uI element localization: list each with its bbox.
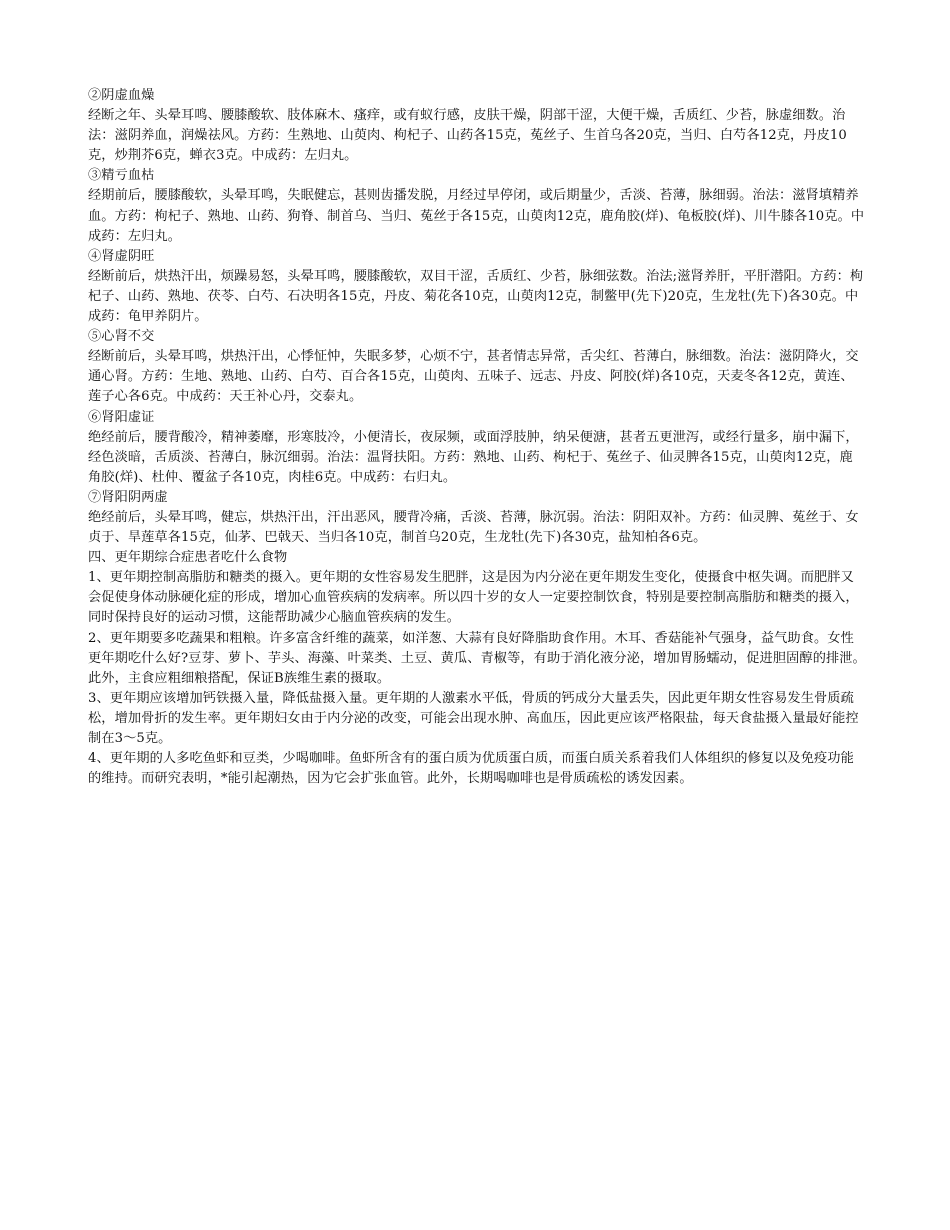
paragraph-food-2: 2、更年期要多吃蔬果和粗粮。许多富含纤维的蔬菜，如洋葱、大蒜有良好降脂助食作用。木耳、香菇能补气强身，益气助食。女性更年期吃什么好?豆芽、萝卜、芋头、海藻、叶菜类、土豆、黄瓜、青椒等，有助于消化液分泌，增加胃肠蠕动，促进胆固醇的排泄。此外，主食应粗细粮搭配，保证B族维生素的摄取。 — [88, 630, 866, 686]
section-heading-shenyang-yin-liangxu: ⑦肾阳阴两虚 — [88, 489, 168, 505]
section-heading-xinshen-bujiao: ⑤心肾不交 — [88, 329, 155, 345]
section-heading-shenxu-yinwang: ④肾虚阴旺 — [88, 248, 155, 264]
paragraph-yinxu-xuezao: 经断之年、头晕耳鸣、腰膝酸软、肢体麻木、瘙痒，或有蚁行感，皮肤干燥，阴部干涩，大便干燥，舌质红、少苔，脉虚细数。治法：滋阴养血，润燥祛风。方药：生熟地、山萸肉、枸杞子、山药各15克，菟丝子、生首乌各20克，当归、白芍各12克，丹皮10克，炒荆芥6克，蝉衣3克。中成药：左归丸。 — [88, 108, 847, 164]
paragraph-food-1: 1、更年期控制高脂肪和糖类的摄入。更年期的女性容易发生肥胖，这是因为内分泌在更年期发生变化，使摄食中枢失调。而肥胖又会促使身体动脉硬化症的形成，增加心血管疾病的发病率。所以四十岁的女人一定要控制饮食，特别是要控制高脂肪和糖类的摄入，同时保持良好的运动习惯，这能帮助减少心脑血管疾病的发生。 — [88, 570, 859, 626]
paragraph-shenyang-xuzheng: 绝经前后，腰背酸冷，精神萎靡，形寒肢冷，小便清长，夜尿频，或面浮肢肿，纳呆便溏，甚者五更泄泻，或经行量多，崩中漏下，经色淡暗，舌质淡、苔薄白，脉沉细弱。治法：温肾扶阳。方药：熟地、山药、枸杞于、菟丝子、仙灵脾各15克，山萸肉12克，鹿角胶(烊)、杜仲、覆盆子各10克，肉桂6克。中成药：右归丸。 — [88, 429, 859, 485]
section-heading-food: 四、更年期综合症患者吃什么食物 — [88, 550, 288, 566]
paragraph-xinshen-bujiao: 经断前后，头晕耳鸣，烘热汗出，心悸怔忡，失眠多梦，心烦不宁，甚者情志异常，舌尖红、苔薄白，脉细数。治法：滋阴降火，交通心肾。方药：生地、熟地、山药、白芍、百合各15克，山萸肉、五味子、远志、丹皮、阿胶(烊)各10克，天麦冬各12克，黄连、莲子心各6克。中成药：天王补心丹，交泰丸。 — [88, 349, 859, 405]
section-heading-shenyang-xuzheng: ⑥肾阳虚证 — [88, 409, 155, 425]
document-body — [88, 86, 866, 789]
paragraph-shenyang-yin-liangxu: 绝经前后，头晕耳鸣，健忘，烘热汗出，汗出恶风，腰背冷痛，舌淡、苔薄，脉沉弱。治法：阴阳双补。方药：仙灵脾、菟丝于、女贞于、旱莲草各15克，仙茅、巴戟天、当归各10克，制首乌20克，生龙牡(先下)各30克，盐知柏各6克。 — [88, 509, 859, 546]
paragraph-jingkui-xueku: 经期前后，腰膝酸软，头晕耳鸣，失眠健忘，甚则齿播发脱，月经过早停闭，或后期量少，舌淡、苔薄，脉细弱。治法：滋肾填精养血。方药：枸杞子、熟地、山药、狗脊、制首乌、当归、菟丝于各15克，山萸肉12克，鹿角胶(烊)、龟板胶(烊)、川牛膝各10克。中成药：左归丸。 — [88, 188, 865, 244]
paragraph-food-3: 3、更年期应该增加钙铁摄入量，降低盐摄入量。更年期的人激素水平低，骨质的钙成分大量丢失，因此更年期女性容易发生骨质疏松，增加骨折的发生率。更年期妇女由于内分泌的改变，可能会出现水肿、高血压，因此更应该严格限盐，每天食盐摄入量最好能控制在3～5克。 — [88, 690, 859, 746]
paragraph-food-4: 4、更年期的人多吃鱼虾和豆类，少喝咖啡。鱼虾所含有的蛋白质为优质蛋白质，而蛋白质关系着我们人体组织的修复以及免疫功能的维持。而研究表明，*能引起潮热，因为它会扩张血管。此外，长期喝咖啡也是骨质疏松的诱发因素。 — [88, 751, 854, 787]
section-heading-yinxu-xuezao: ②阴虚血燥 — [88, 88, 155, 103]
paragraph-shenxu-yinwang: 经断前后，烘热汗出，烦躁易怒，头晕耳鸣，腰膝酸软，双目干涩，舌质红、少苔，脉细弦数。治法;滋肾养肝，平肝潜阳。方药：枸杞子、山药、熟地、茯苓、白芍、石决明各15克，丹皮、菊花各10克，山萸肉12克，制鳖甲(先下)20克，生龙牡(先下)各30克。中成药：龟甲养阴片。 — [88, 268, 864, 325]
section-heading-jingkui-xueku: ③精亏血枯 — [88, 168, 155, 184]
